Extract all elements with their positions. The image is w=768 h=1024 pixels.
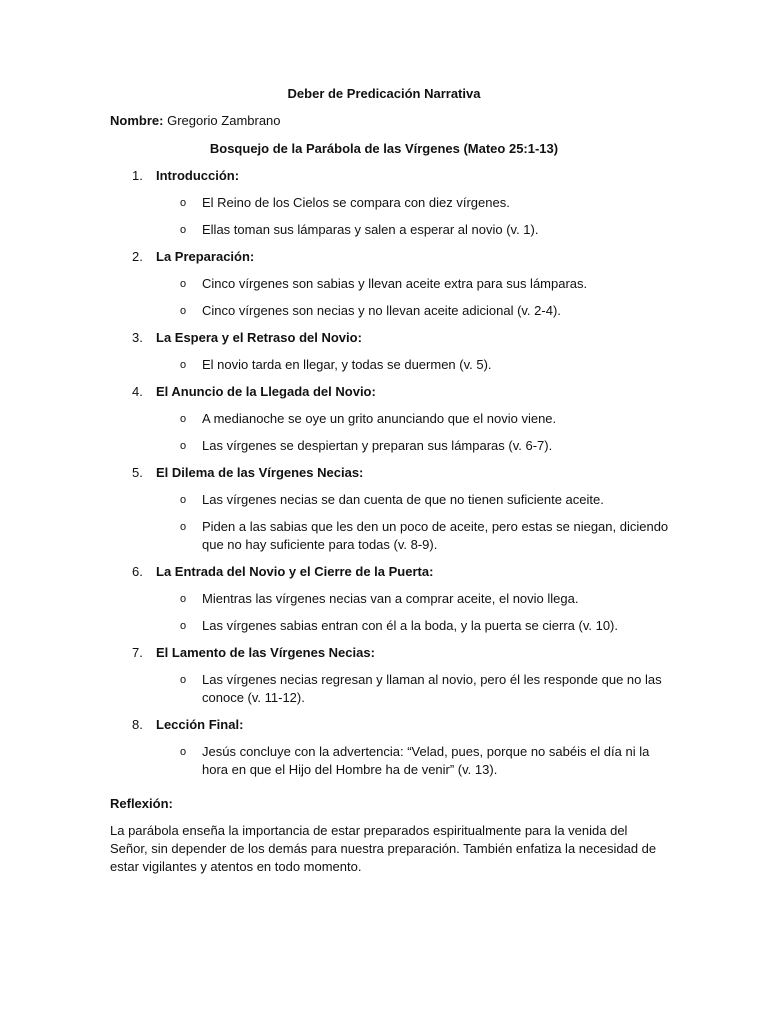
bullet-text: Las vírgenes se despiertan y preparan sus lámparas (v. 6-7).	[202, 438, 553, 453]
outline-section	[110, 383, 670, 455]
bullet-text: Las vírgenes sabias entran con él a la boda, y la puerta se cierra (v. 10).	[202, 618, 618, 633]
bullet-item	[110, 410, 670, 428]
section-heading	[110, 383, 670, 401]
outline-section	[110, 563, 670, 635]
section-number: 7.	[132, 645, 143, 660]
hollow-circle-bullet-icon: o	[180, 593, 187, 605]
section-heading	[110, 167, 670, 185]
bullet-item	[110, 194, 670, 212]
section-heading	[110, 716, 670, 734]
hollow-circle-bullet-icon: o	[180, 620, 187, 632]
bullet-text: El novio tarda en llegar, y todas se duermen (v. 5).	[202, 357, 492, 372]
bullet-text: Cinco vírgenes son sabias y llevan aceite extra para sus lámparas.	[202, 276, 588, 291]
section-number: 1.	[132, 168, 143, 183]
bullet-item	[110, 491, 670, 509]
section-title: Introducción:	[156, 168, 240, 183]
hollow-circle-bullet-icon: o	[180, 440, 187, 452]
bullet-text: Las vírgenes necias se dan cuenta de que no tienen suficiente aceite.	[202, 492, 604, 507]
hollow-circle-bullet-icon: o	[180, 494, 187, 506]
bullet-item	[110, 356, 670, 374]
outline-section	[110, 167, 670, 239]
bullet-text: Cinco vírgenes son necias y no llevan aceite adicional (v. 2-4).	[202, 303, 561, 318]
section-title: El Anuncio de la Llegada del Novio:	[156, 384, 376, 399]
name-label: Nombre:	[110, 113, 164, 128]
hollow-circle-bullet-icon: o	[180, 746, 187, 758]
outline-section	[110, 464, 670, 554]
bullet-item	[110, 221, 670, 239]
bullet-item	[110, 743, 670, 779]
bullet-item	[110, 617, 670, 635]
bullet-text: Jesús concluye con la advertencia: “Velad, pues, porque no sabéis el día ni la hora en que el Hijo del Hombre ha de venir” (v. 13).	[202, 744, 650, 777]
hollow-circle-bullet-icon: o	[180, 674, 187, 686]
bullet-text: Piden a las sabias que les den un poco de aceite, pero estas se niegan, diciendo que no hay suficiente para todas (v. 8-9).	[202, 519, 669, 552]
student-name-line	[110, 112, 281, 130]
bullet-text: Ellas toman sus lámparas y salen a esperar al novio (v. 1).	[202, 222, 539, 237]
bullet-item	[110, 671, 670, 707]
bullet-text: A medianoche se oye un grito anunciando que el novio viene.	[202, 411, 557, 426]
section-number: 6.	[132, 564, 143, 579]
section-number: 4.	[132, 384, 143, 399]
section-number: 3.	[132, 330, 143, 345]
outline-subtitle: Bosquejo de la Parábola de las Vírgenes (Mateo 25:1-13)	[209, 141, 559, 156]
hollow-circle-bullet-icon: o	[180, 359, 187, 371]
section-title: La Entrada del Novio y el Cierre de la Puerta:	[156, 564, 434, 579]
outline-section	[110, 329, 670, 374]
outline-section	[110, 716, 670, 779]
section-number: 8.	[132, 717, 143, 732]
hollow-circle-bullet-icon: o	[180, 305, 187, 317]
bullet-item	[110, 275, 670, 293]
section-title: La Espera y el Retraso del Novio:	[156, 330, 362, 345]
outline-section	[110, 644, 670, 707]
section-title: El Dilema de las Vírgenes Necias:	[156, 465, 364, 480]
section-heading	[110, 644, 670, 662]
hollow-circle-bullet-icon: o	[180, 278, 187, 290]
section-heading	[110, 563, 670, 581]
document-title: Deber de Predicación Narrativa	[287, 86, 481, 101]
hollow-circle-bullet-icon: o	[180, 224, 187, 236]
section-heading	[110, 248, 670, 266]
bullet-text: El Reino de los Cielos se compara con diez vírgenes.	[202, 195, 510, 210]
hollow-circle-bullet-icon: o	[180, 413, 187, 425]
section-title: El Lamento de las Vírgenes Necias:	[156, 645, 375, 660]
name-value: Gregorio Zambrano	[167, 113, 281, 128]
bullet-text: Mientras las vírgenes necias van a comprar aceite, el novio llega.	[202, 591, 579, 606]
outline-list	[110, 167, 670, 788]
outline-section	[110, 248, 670, 320]
hollow-circle-bullet-icon: o	[180, 521, 187, 533]
section-heading	[110, 329, 670, 347]
section-number: 5.	[132, 465, 143, 480]
section-number: 2.	[132, 249, 143, 264]
section-heading	[110, 464, 670, 482]
reflection-heading: Reflexión:	[110, 796, 173, 811]
section-title: Lección Final:	[156, 717, 244, 732]
bullet-item	[110, 590, 670, 608]
reflection-paragraph: La parábola enseña la importancia de estar preparados espiritualmente para la venida del Señor, sin depender de los demás para nuestra preparación. También enfatiza la necesidad de estar vigilantes y atentos en todo momento.	[110, 823, 657, 874]
bullet-text: Las vírgenes necias regresan y llaman al novio, pero él les responde que no las conoce (v. 11-12).	[202, 672, 662, 705]
bullet-item	[110, 437, 670, 455]
bullet-item	[110, 302, 670, 320]
hollow-circle-bullet-icon: o	[180, 197, 187, 209]
bullet-item	[110, 518, 670, 554]
section-title: La Preparación:	[156, 249, 255, 264]
